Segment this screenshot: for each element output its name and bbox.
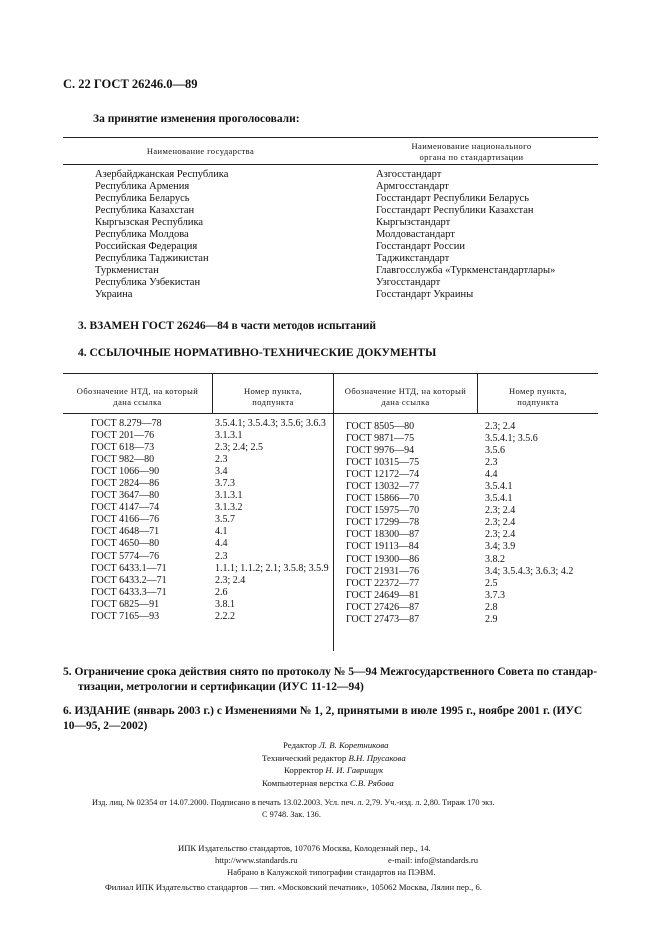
ntd-doc: ГОСТ 24649—81 <box>346 589 420 601</box>
ntd-doc: ГОСТ 18300—87 <box>346 529 420 541</box>
ntd-item-ref: 3.4; 3.9 <box>485 541 516 553</box>
state-name: Республика Казахстан <box>95 205 195 216</box>
left-items-column <box>215 418 329 623</box>
ntd-item-ref: 3.1.3.1 <box>215 490 243 502</box>
ntd-item-ref: 2.3 <box>215 454 228 466</box>
standards-body-name: Узгосстандарт <box>376 277 441 288</box>
ntd-item-ref: 3.8.1 <box>215 598 235 610</box>
credit-tech-role: Технический редактор <box>262 752 347 763</box>
ntd-item-ref: 2.3; 2.4 <box>485 517 516 529</box>
ntd-item-ref: 2.3; 2.4 <box>485 505 516 517</box>
ntd-doc: ГОСТ 6433.3—71 <box>91 586 167 598</box>
footer-url[interactable]: http://www.standards.ru <box>215 855 298 865</box>
section-3: 3. ВЗАМЕН ГОСТ 26246—84 в части методов испытаний <box>78 320 377 332</box>
ntd-table-top-rule <box>63 373 598 374</box>
state-name: Республика Молдова <box>95 229 189 240</box>
ntd-doc: ГОСТ 4648—71 <box>91 526 160 538</box>
imprint-line2: С 9748. Зак. 136. <box>262 810 321 819</box>
section-6 <box>63 704 582 734</box>
imprint-line1: Изд. лиц. № 02354 от 14.07.2000. Подписано в печать 13.02.2003. Усл. печ. л. 2,79. Уч.-изд. л. 2,80. Тираж 170 экз. <box>92 798 495 807</box>
ntd-doc: ГОСТ 8505—80 <box>346 421 415 432</box>
standards-body-name: Азгосстандарт <box>376 169 442 180</box>
state-name: Азербайджанская Республика <box>95 169 229 180</box>
ntd-item-ref: 3.7.3 <box>485 589 505 601</box>
ntd-item-ref: 3.5.6 <box>485 445 505 457</box>
ntd-col-header-3-line2: дана ссылка <box>381 397 430 407</box>
ntd-doc: ГОСТ 3647—80 <box>91 490 160 502</box>
ntd-doc: ГОСТ 618—73 <box>91 442 155 454</box>
ntd-table-header-rule <box>63 413 598 414</box>
ntd-col-header-2-line1: Номер пункта, <box>243 386 303 396</box>
ntd-doc: ГОСТ 9871—75 <box>346 433 415 445</box>
left-docs-column <box>91 418 167 623</box>
ntd-col-header-3 <box>334 386 477 408</box>
ntd-item-ref: 3.5.4.1; 3.5.6 <box>485 433 538 445</box>
ntd-col-header-4-line1: Номер пункта, <box>508 386 568 396</box>
standards-body-name: Госстандарт России <box>376 241 465 252</box>
ntd-item-ref: 3.1.3.2 <box>215 502 243 514</box>
ntd-doc: ГОСТ 201—76 <box>91 430 155 442</box>
state-name: Республика Таджикистан <box>95 253 209 264</box>
credits <box>255 739 585 789</box>
ntd-item-ref: 2.8 <box>485 601 498 613</box>
ntd-item-ref: 3.5.4.1 <box>485 493 513 505</box>
ntd-col-header-1-line2: дана ссылка <box>113 397 162 407</box>
standards-body-name: Госстандарт Республики Казахстан <box>376 205 534 216</box>
credit-editor <box>255 739 585 752</box>
ntd-item-ref: 2.5 <box>485 577 498 589</box>
ntd-item-ref: 3.5.7 <box>215 514 235 526</box>
ntd-col-header-2 <box>213 386 333 408</box>
ntd-doc: ГОСТ 12172—74 <box>346 469 420 481</box>
state-name: Кыргызская Республика <box>95 217 204 228</box>
ntd-item-ref: 3.7.3 <box>215 478 235 490</box>
ntd-doc: ГОСТ 982—80 <box>91 454 155 466</box>
standards-body-name: Госстандарт Украины <box>376 289 474 300</box>
section-6-line2: 10—95, 2—2002) <box>63 720 148 732</box>
voting-intro: За принятие изменения проголосовали: <box>93 113 300 125</box>
right-items-column <box>485 421 573 626</box>
state-name: Украина <box>95 289 133 300</box>
ntd-doc: ГОСТ 9976—94 <box>346 445 415 457</box>
page-header: С. 22 ГОСТ 26246.0—89 <box>63 77 198 91</box>
section-5-line2: тизации, метрологии и сертификации (ИУС 11-12—94) <box>78 681 364 693</box>
ntd-item-ref: 3.5.4.1 <box>485 481 513 493</box>
ntd-item-ref: 3.4; 3.5.4.3; 3.6.3; 4.2 <box>485 565 574 577</box>
ntd-item-ref: 2.3; 2.4 <box>215 574 246 586</box>
footer-email[interactable]: e-mail: info@standards.ru <box>388 855 479 865</box>
table-header-rule <box>63 164 598 165</box>
credit-tech-name: В.Н. Прусакова <box>348 752 406 763</box>
ntd-item-ref: 3.8.2 <box>485 553 505 565</box>
ntd-item-ref: 2.3; 2.4; 2.5 <box>215 442 264 454</box>
credit-layout <box>255 777 585 790</box>
ntd-col-header-1-line1: Обозначение НТД, на который <box>76 386 199 396</box>
ntd-doc: ГОСТ 17299—78 <box>346 517 420 529</box>
ntd-item-ref: 3.4 <box>215 466 228 478</box>
ntd-doc: ГОСТ 22372—77 <box>346 577 420 589</box>
states-list <box>95 169 228 301</box>
ntd-doc: ГОСТ 15975—70 <box>346 505 420 517</box>
ntd-doc: ГОСТ 27473—87 <box>346 613 420 625</box>
standards-body-name: Главгосслужба «Туркменстандартлары» <box>376 265 556 276</box>
state-name: Республика Узбекистан <box>95 277 201 288</box>
footer-line4: Филиал ИПК Издательство стандартов — тип. «Московский печатник», 105062 Москва, Лялин пер., 6. <box>105 882 482 892</box>
col-header-body-line2: органа по стандартизации <box>419 152 524 162</box>
credit-tech <box>255 752 585 765</box>
ntd-col-header-4 <box>478 386 598 408</box>
ntd-item-ref: 2.3 <box>215 550 228 562</box>
ntd-item-ref: 4.4 <box>215 538 228 550</box>
ntd-doc: ГОСТ 6825—91 <box>91 598 160 610</box>
ntd-item-ref: 1.1.1; 1.1.2; 2.1; 3.5.8; 3.5.9 <box>215 562 329 574</box>
ntd-item-ref: 3.1.3.1 <box>215 430 243 442</box>
standards-body-name: Молдовастандарт <box>376 229 455 240</box>
ntd-item-ref: 2.6 <box>215 586 228 598</box>
ntd-item-ref: 2.3 <box>485 457 498 469</box>
ntd-doc: ГОСТ 19113—84 <box>346 541 419 553</box>
ntd-item-ref: 2.3; 2.4 <box>485 529 516 541</box>
ntd-doc: ГОСТ 19300—86 <box>346 553 420 565</box>
section-4-title: 4. ССЫЛОЧНЫЕ НОРМАТИВНО-ТЕХНИЧЕСКИЕ ДОКУМЕНТЫ <box>78 347 437 359</box>
standards-body-name: Кыргызстандарт <box>376 217 451 228</box>
ntd-doc: ГОСТ 1066—90 <box>91 466 160 478</box>
ntd-doc: ГОСТ 4166—76 <box>91 514 160 526</box>
ntd-col-header-4-line2: подпункта <box>517 397 559 407</box>
ntd-doc: ГОСТ 7165—93 <box>91 610 160 622</box>
ntd-doc: ГОСТ 6433.1—71 <box>91 562 167 574</box>
bodies-list <box>376 169 555 301</box>
section-5 <box>63 665 597 695</box>
state-name: Туркменистан <box>95 265 159 276</box>
ntd-doc: ГОСТ 21931—76 <box>346 565 420 577</box>
ntd-item-ref: 4.4 <box>485 469 498 481</box>
ntd-doc: ГОСТ 6433.2—71 <box>91 574 167 586</box>
col-header-body <box>345 141 598 163</box>
standards-body-name: Госстандарт Республики Беларусь <box>376 193 530 204</box>
section-6-line1: 6. ИЗДАНИЕ (январь 2003 г.) с Изменениями № 1, 2, принятыми в июле 1995 г., ноябре 2001 г. (ИУС <box>63 705 583 717</box>
state-name: Российская Федерация <box>95 241 198 252</box>
col-header-state: Наименование государства <box>146 146 255 156</box>
ntd-doc: ГОСТ 27426—87 <box>346 601 420 613</box>
standards-body-name: Армгосстандарт <box>376 181 449 192</box>
state-name: Республика Беларусь <box>95 193 190 204</box>
right-docs-column <box>346 421 419 626</box>
ntd-item-ref: 2.3; 2.4 <box>485 421 516 432</box>
state-name: Республика Армения <box>95 181 190 192</box>
footer-line3: Набрано в Калужской типографии стандартов на ПЭВМ. <box>227 867 436 877</box>
credit-corrector <box>255 764 585 777</box>
table-top-rule <box>63 137 598 138</box>
ntd-divider-center <box>333 373 334 651</box>
ntd-item-ref: 2.2.2 <box>215 610 235 622</box>
ntd-doc: ГОСТ 10315—75 <box>346 457 420 469</box>
ntd-col-header-3-line1: Обозначение НТД, на который <box>344 386 467 396</box>
ntd-item-ref: 4.1 <box>215 526 228 538</box>
ntd-item-ref: 2.9 <box>485 613 498 625</box>
ntd-doc: ГОСТ 4147—74 <box>91 502 160 514</box>
ntd-item-ref: 3.5.4.1; 3.5.4.3; 3.5.6; 3.6.3 <box>215 418 326 429</box>
credit-editor-name: Л. В. Коретникова <box>318 740 389 750</box>
ntd-doc: ГОСТ 15866—70 <box>346 493 420 505</box>
ntd-doc: ГОСТ 4650—80 <box>91 538 160 550</box>
footer-line1: ИПК Издательство стандартов, 107076 Москва, Колодезный пер., 14. <box>178 843 431 853</box>
credit-corrector-name: Н. И. Гаврищук <box>325 765 384 775</box>
ntd-doc: ГОСТ 13032—77 <box>346 481 420 493</box>
credit-editor-role: Редактор <box>283 740 317 750</box>
standards-body-name: Таджикстандарт <box>376 253 450 264</box>
ntd-doc: ГОСТ 8.279—78 <box>91 418 162 429</box>
ntd-col-header-1 <box>63 386 212 408</box>
ntd-doc: ГОСТ 5774—76 <box>91 550 160 562</box>
section-5-line1: 5. Ограничение срока действия снято по протоколу № 5—94 Межгосударственного Совета по стандар- <box>63 666 598 678</box>
ntd-col-header-2-line2: подпункта <box>252 397 294 407</box>
ntd-doc: ГОСТ 2824—86 <box>91 478 160 490</box>
credit-layout-name: С.В. Рябова <box>349 777 394 788</box>
col-header-body-line1: Наименование национального <box>411 141 532 151</box>
credit-corrector-role: Корректор <box>284 765 324 775</box>
credit-layout-role: Компьютерная верстка <box>262 777 348 788</box>
